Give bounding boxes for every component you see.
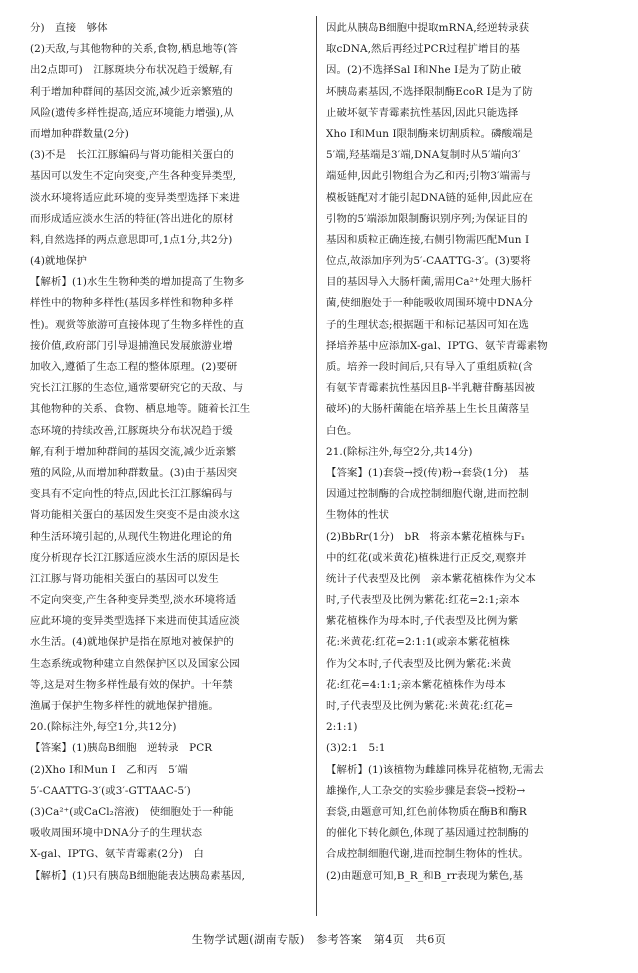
text-line: 合成控制细胞代谢,进而控制生物体的性状。 — [326, 848, 529, 861]
text-line: 坏胰岛素基因,不选择限制酶EcoR Ⅰ是为了防 — [326, 85, 533, 98]
text-line: (2)由题意可知,B_R_和B_rr表现为紫色,基 — [326, 869, 524, 882]
text-line: 时,子代表型及比例为紫花:红花=2:1;亲本 — [326, 594, 520, 607]
text-line: (4)就地保护 — [30, 255, 87, 268]
text-line: 因此从胰岛B细胞中提取mRNA,经逆转录获 — [326, 22, 530, 34]
left-column — [30, 18, 302, 887]
text-line: 渔属于保护生物多样性的就地保护措施。 — [30, 700, 219, 712]
text-line: 等,这是对生物多样性最有效的保护。十年禁 — [30, 678, 233, 691]
text-line: 基因和质粒正确连接,右侧引物需匹配Mun Ⅰ — [326, 233, 530, 246]
text-line: 5′端,羟基端是3′端,DNA复制时从5′端向3′ — [326, 149, 521, 162]
text-line: (2)天敌,与其他物种的关系,食物,栖息地等(答 — [30, 43, 238, 56]
text-line: 加收入,遵循了生态工程的整体原理。(2)要研 — [30, 361, 238, 373]
text-line: 菌,使细胞处于一种能吸收周围环境中DNA分 — [326, 297, 533, 310]
text-line: 的催化下转化颜色,体现了基因通过控制酶的 — [326, 827, 529, 840]
text-line: 21.(除标注外,每空2分,共14分) — [326, 445, 473, 458]
page-footer: 生物学试题(湖南专版) 参考答案 第4页 共6页 — [191, 933, 447, 946]
text-line: 出2点即可) 江豚斑块分布状况趋于缓解,有 — [30, 64, 234, 77]
text-line: 目的基因导入大肠杆菌,需用Ca²⁺处理大肠杆 — [326, 276, 532, 289]
text-line: 白色。 — [326, 424, 358, 437]
text-line: 基因可以发生不定向突变,产生各种变异类型, — [30, 170, 237, 183]
text-line: 生物体的性状 — [326, 509, 389, 522]
text-line: 殖的风险,从而增加种群数量。(3)由于基因突 — [30, 466, 238, 479]
text-line: 5′-CAATTG-3′(或3′-GTTAAC-5′) — [30, 784, 191, 797]
text-line: 江江豚与肾功能相关蛋白的基因可以发生 — [30, 572, 219, 585]
text-line: 其他物种的关系、食物、栖息地等。随着长江生 — [30, 403, 251, 416]
text-line: (2)BbRr(1分) bR 将亲本紫花植株与F₁ — [326, 530, 526, 543]
text-line: 利于增加种群间的基因交流,减少近亲繁殖的 — [30, 85, 233, 98]
text-line: 性)。观赏等旅游可直接体现了生物多样性的直 — [30, 318, 244, 331]
text-line: 中的红花(或米黄花)植株进行正反交,观察并 — [326, 551, 527, 564]
text-line: 【答案】(1)胰岛B细胞 逆转录 PCR — [30, 742, 213, 755]
text-line: 止破坏氨苄青霉素抗性基因,因此只能选择 — [326, 106, 519, 119]
text-line: 【解析】(1)水生生物种类的增加提高了生物多 — [30, 276, 245, 289]
text-line: 解,有利于增加种群间的基因交流,减少近亲繁 — [30, 445, 237, 458]
right-column — [326, 18, 606, 887]
text-line: 吸收周围环境中DNA分子的生理状态 — [30, 827, 203, 840]
text-line: (3)Ca²⁺(或CaCl₂溶液) 使细胞处于一种能 — [30, 805, 234, 818]
text-line: 因。(2)不选择Sal Ⅰ和Nhe Ⅰ是为了防止破 — [326, 64, 522, 77]
text-line: 因通过控制酶的合成控制细胞代谢,进而控制 — [326, 488, 529, 501]
text-line: 20.(除标注外,每空1分,共12分) — [30, 721, 177, 734]
text-line: 取cDNA,然后再经过PCR过程扩增目的基 — [326, 43, 520, 56]
text-line: 子的生理状态;根据题干和标记基因可知在选 — [326, 318, 529, 331]
text-line: 究长江江豚的生态位,通常要研究它的天敌、与 — [30, 382, 244, 395]
text-line: 统计子代表型及比例 亲本紫花植株作为父本 — [326, 572, 536, 585]
text-line: 择培养基中应添加X-gal、IPTG、氨苄青霉素物 — [326, 339, 548, 352]
text-line: 雄操作,人工杂交的实验步骤是套袋→授粉→ — [326, 784, 526, 797]
text-line: 不定向突变,产生各种变异类型,淡水环境将适 — [30, 594, 237, 607]
text-line: 花:红花=4:1:1;亲本紫花植株作为母本 — [326, 678, 506, 691]
text-line: 水生活。(4)就地保护是指在原地对被保护的 — [30, 636, 234, 649]
text-line: X-gal、IPTG、氨苄青霉素(2分) 白 — [30, 848, 204, 861]
text-line: 有氨苄青霉素抗性基因且β-半乳糖苷酶基因被 — [326, 382, 536, 395]
text-line: 而增加种群数量(2分) — [30, 127, 129, 140]
text-line: 【解析】(1)只有胰岛B细胞能表达胰岛素基因, — [30, 869, 245, 882]
text-line: 2:1:1) — [326, 721, 358, 734]
text-line: 位点,故添加序列为5′-CAATTG-3′。(3)要将 — [326, 255, 531, 268]
text-line: 变具有不定向性的特点,因此长江江豚编码与 — [30, 488, 233, 501]
column-divider — [316, 16, 317, 916]
text-line: 种生活环境引起的,从现代生物进化理论的角 — [30, 530, 233, 543]
text-line: 模板链配对才能引起DNA链的延伸,因此应在 — [326, 191, 533, 204]
text-line: 花:米黄花:红花=2:1:1(或亲本紫花植株 — [326, 636, 510, 649]
text-line: 引物的5′端添加限制酶识别序列;为保证目的 — [326, 212, 528, 225]
text-line: 淡水环境将适应此环境的变异类型选择下来进 — [30, 191, 240, 204]
text-line: 端延伸,因此引物组合为乙和丙;引物3′端需与 — [326, 170, 532, 183]
text-line: 风险(遗传多样性提高,适应环境能力增强),从 — [30, 106, 234, 119]
text-line: 料,自然选择的两点意思即可,1点1分,共2分) — [30, 233, 233, 246]
text-line: 而形成适应淡水生活的特征(答出进化的原材 — [30, 212, 234, 225]
text-line: 分) 直接 够体 — [30, 22, 108, 34]
text-line: 生态系统或物种建立自然保护区以及国家公园 — [30, 657, 240, 670]
text-line: 【解析】(1)该植物为雌雄同株异花植物,无需去 — [326, 763, 544, 776]
text-line: (2)Xho Ⅰ和Mun Ⅰ 乙和丙 5′端 — [30, 763, 188, 776]
text-line: (3)不是 长江江豚编码与肾功能相关蛋白的 — [30, 149, 234, 162]
text-line: 紫花植株作为母本时,子代表型及比例为紫 — [326, 615, 519, 628]
text-line: 应此环境的变异类型选择下来进而使其适应淡 — [30, 615, 240, 628]
text-line: 【答案】(1)套袋→授(传)粉→套袋(1分) 基 — [326, 466, 529, 479]
text-line: 肾功能相关蛋白的基因发生突变不是由淡水这 — [30, 509, 240, 522]
text-line: 态环境的持续改善,江豚斑块分布状况趋于缓 — [30, 424, 233, 437]
text-line: (3)2:1 5:1 — [326, 742, 386, 755]
text-line: 接价值,政府部门引导退捕渔民发展旅游业增 — [30, 339, 233, 352]
text-line: 作为父本时,子代表型及比例为紫花:米黄 — [326, 657, 512, 670]
text-line: 度分析现存长江江豚适应淡水生活的原因是长 — [30, 551, 240, 564]
text-line: 样性中的物种多样性(基因多样性和物种多样 — [30, 297, 234, 310]
text-line: 破坏)的大肠杆菌能在培养基上生长且菌落呈 — [326, 403, 530, 416]
text-line: 质。培养一段时间后,只有导入了重组质粒(含 — [326, 361, 533, 373]
text-line: 套袋,由题意可知,红色前体物质在酶B和酶R — [326, 805, 527, 818]
text-line: Xho Ⅰ和Mun Ⅰ限制酶来切割质粒。磷酸端是 — [326, 127, 534, 140]
text-line: 时,子代表型及比例为紫花:米黄花:红花= — [326, 700, 514, 712]
